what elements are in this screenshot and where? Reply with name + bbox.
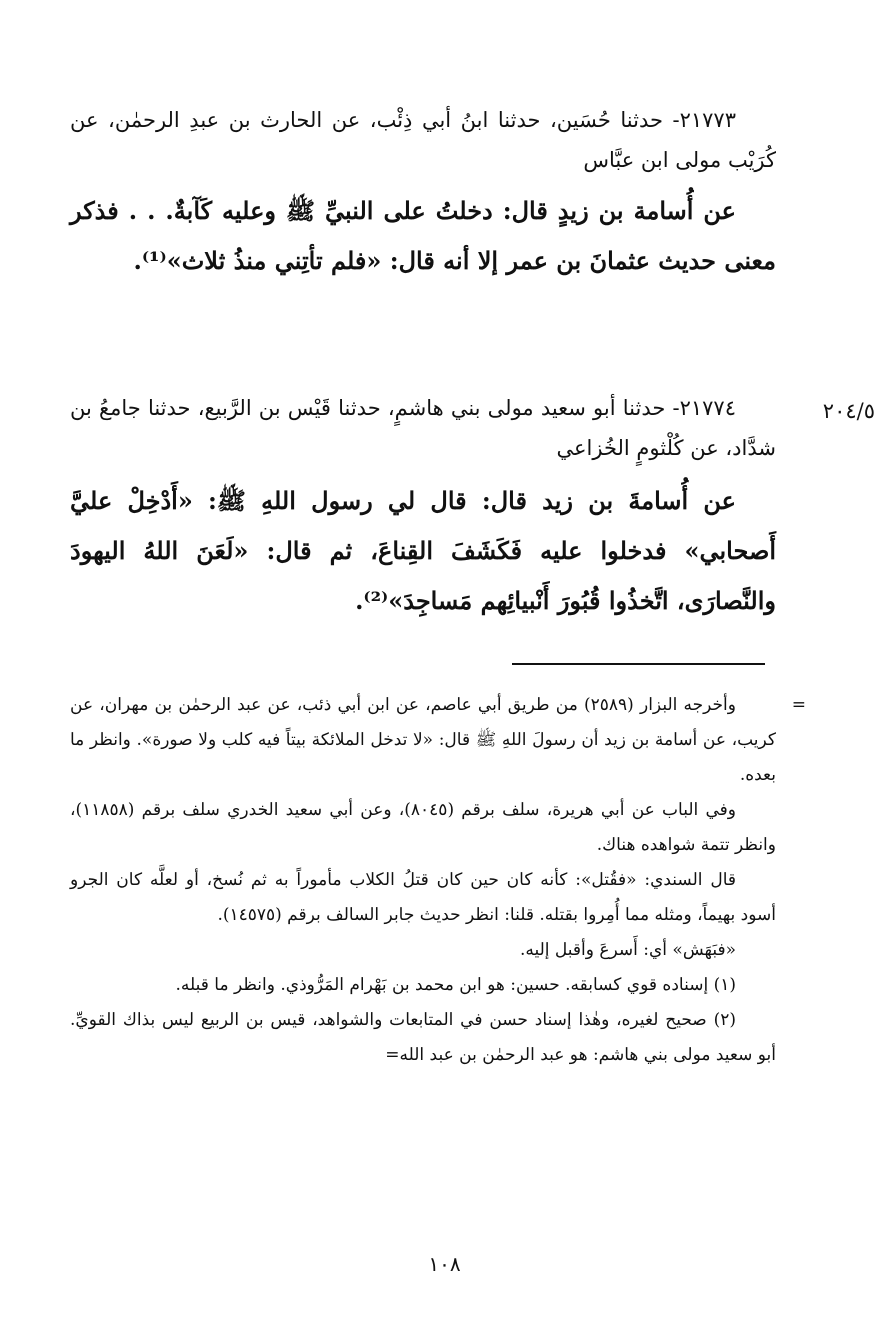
hadith-21773 [70, 100, 776, 286]
footnote-1: (١) إسناده قوي كسابقه. حسين: هو ابن محمد بن بَهْرام المَرُّوذي. وانظر ما قبله. [175, 975, 736, 995]
volume-page-reference: ٢٠٤/٥ [822, 399, 875, 423]
footnote-paragraph: وأخرجه البزار (٢٥٨٩) من طريق أبي عاصم، عن ابن أبي ذئب، عن عبد الرحمٰن بن مهران، عن كريب، عن أسامة بن زيد أن رسولَ اللهِ ﷺ قال: «لا تدخل الملائكة بيتاً فيه كلب ولا صورة». وانظر ما بعده. [70, 695, 776, 785]
footnotes [70, 688, 806, 1073]
hadith-21774-matn: عن أُسامةَ بن زيد قال: قال لي رسول اللهِ ﷺ: «أَدْخِلْ عليَّ أَصحابي» فدخلوا عليه فَكَشَفَ القِناعَ، ثم قال: «لَعَنَ اللهُ اليهودَ والنَّصارَى، اتَّخذُوا قُبُورَ أَنْبيائِهم مَساجِدَ»⁽²⁾. [70, 486, 776, 615]
page-number: ١٠٨ [428, 1252, 461, 1276]
footnote-paragraph: «فبَهَش» أي: أَسرعَ وأقبل إليه. [519, 940, 736, 960]
hadith-21774-isnad: ٢١٧٧٤- حدثنا أبو سعيد مولى بني هاشمٍ، حدثنا قَيْس بن الرَّبيع، حدثنا جامعُ بن شدَّاد، عن كُلْثومٍ الخُزاعي [70, 396, 776, 460]
footnote-paragraph: قال السندي: «فقُتل»: كأنه كان حين كان قتلُ الكلاب مأموراً به ثم نُسخ، أو لعلَّه كان الجرو أسود بهيماً، ومثله مما أُمِروا بقتله. قلنا: انظر حديث جابر السالف برقم (١٤٥٧٥). [70, 870, 776, 925]
footnote-2: (٢) صحيح لغيره، وهٰذا إسناد حسن في المتابعات والشواهد، قيس بن الربيع ليس بذاك القويِّ. أبو سعيد مولى بني هاشم: هو عبد الرحمٰن بن عبد الله= [70, 1010, 776, 1065]
footnote-divider [512, 663, 765, 665]
footnote-continuation-mark: = [791, 695, 806, 715]
footnote-paragraph: وفي الباب عن أبي هريرة، سلف برقم (٨٠٤٥)، وعن أبي سعيد الخدري سلف برقم (١١٨٥٨)، وانظر تتمة شواهده هناك. [70, 800, 776, 855]
hadith-21773-matn: عن أُسامة بن زيدٍ قال: دخلتُ على النبيِّ ﷺ وعليه كَآبةٌ. . . فذكر معنى حديث عثمانَ بن عمر إلا أنه قال: «فلم تأتِني منذُ ثلاث»⁽¹⁾. [70, 196, 776, 275]
hadith-21774 [70, 388, 776, 626]
hadith-21773-isnad: ٢١٧٧٣- حدثنا حُسَين، حدثنا ابنُ أبي ذِئْب، عن الحارث بن عبدِ الرحمٰن، عن كُرَيْب مولى ابن عبَّاس [70, 108, 776, 172]
